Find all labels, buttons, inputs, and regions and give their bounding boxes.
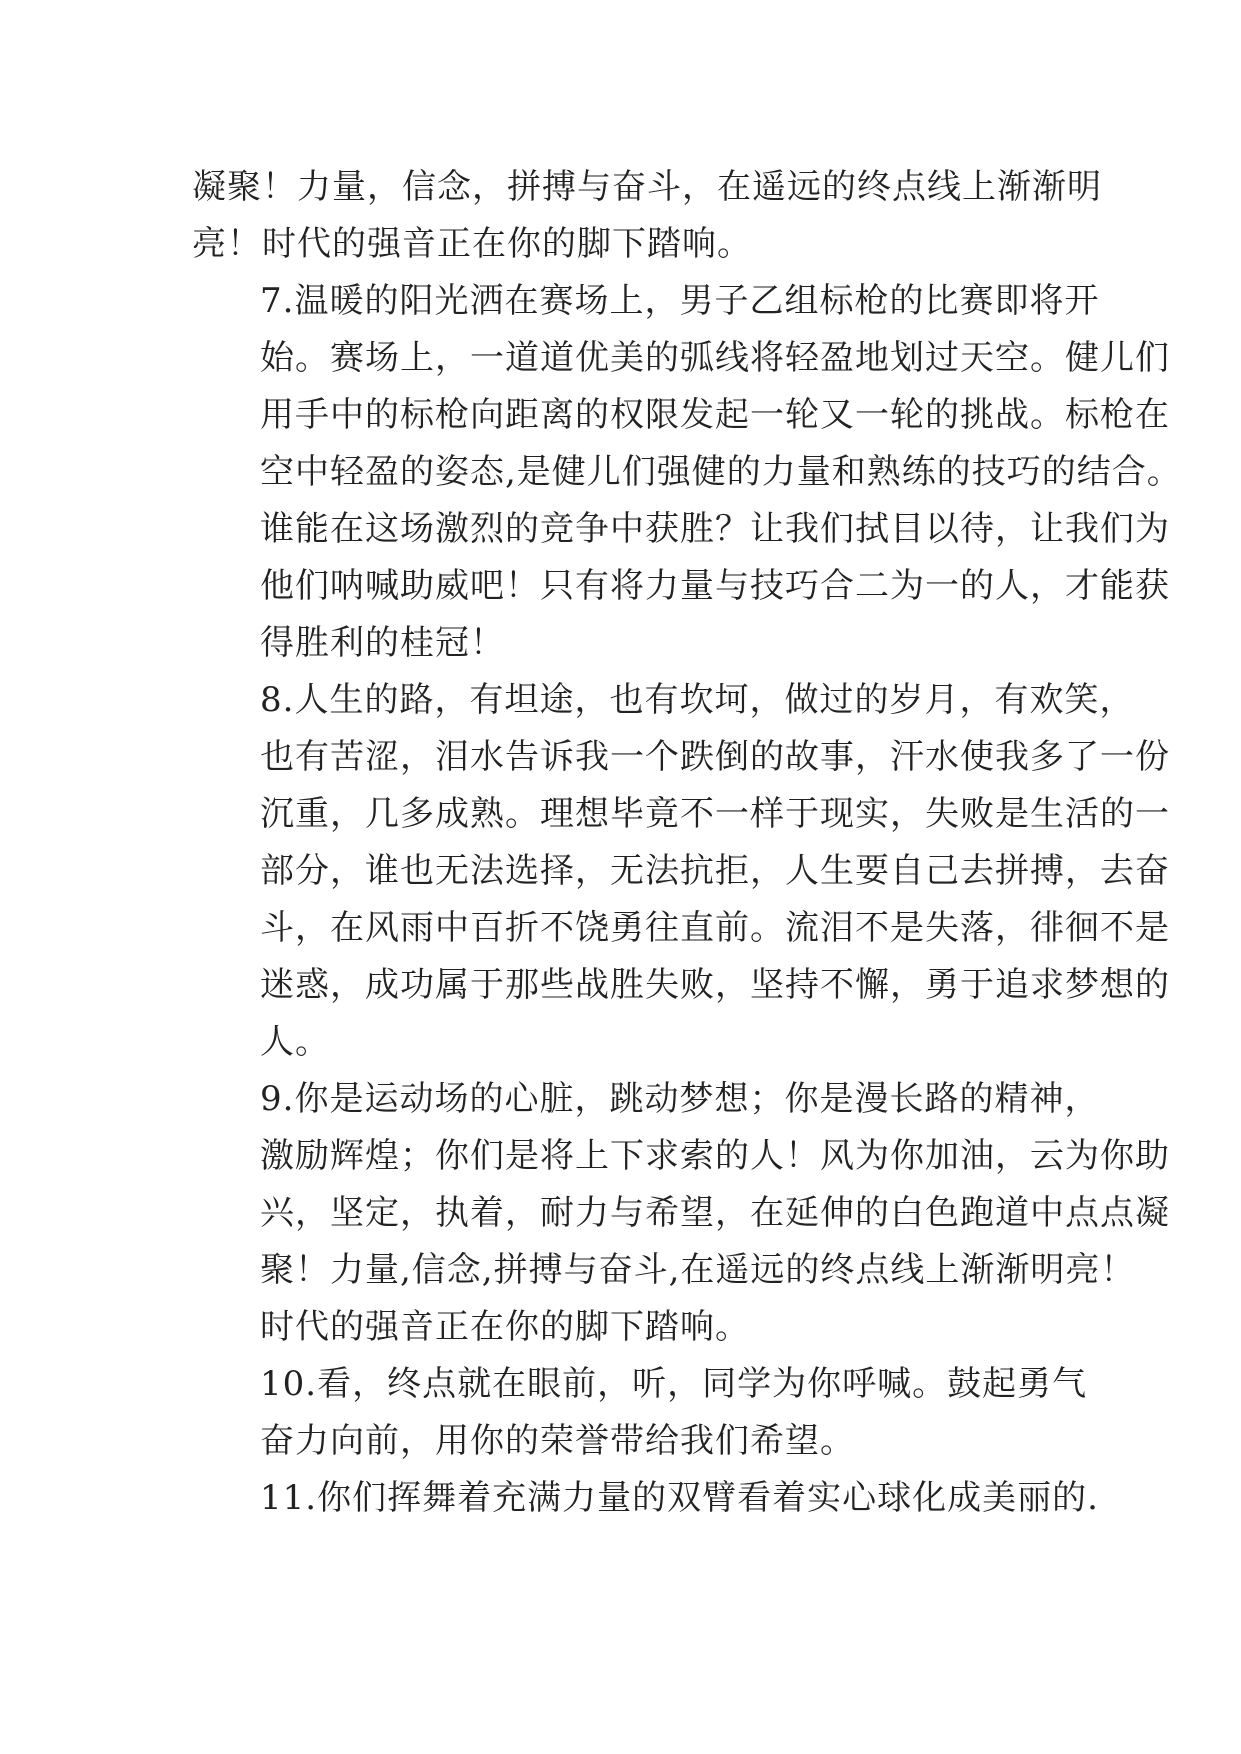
text-line: 也有苦涩，泪水告诉我一个跌倒的故事，汗水使我多了一份 <box>260 737 1170 777</box>
text-line: 10.看，终点就在眼前，听，同学为你呼喊。鼓起勇气 <box>260 1364 1088 1404</box>
text-line: 聚！力量,信念,拼搏与奋斗,在遥远的终点线上渐渐明亮！ <box>260 1250 1136 1290</box>
paragraph-item-8 <box>192 672 1170 1071</box>
text-line: 凝聚！力量，信念，拼搏与奋斗，在遥远的终点线上渐渐明 <box>192 167 1102 207</box>
text-line: 9.你是运动场的心脏，跳动梦想；你是漫长路的精神， <box>260 1079 1100 1119</box>
text-line: 空中轻盈的姿态,是健儿们强健的力量和熟练的技巧的结合。 <box>260 452 1182 492</box>
paragraph-item-10 <box>192 1356 1088 1470</box>
paragraph-item-9 <box>192 1071 1170 1356</box>
paragraph-item-7 <box>192 273 1182 672</box>
text-line: 他们呐喊助威吧！只有将力量与技巧合二为一的人，才能获 <box>260 566 1170 606</box>
text-line: 斗，在风雨中百折不饶勇往直前。流泪不是失落，徘徊不是 <box>260 908 1170 948</box>
text-line: 奋力向前，用你的荣誉带给我们希望。 <box>260 1421 855 1461</box>
document-body <box>192 159 1182 1527</box>
text-line: 始。赛场上，一道道优美的弧线将轻盈地划过天空。健儿们 <box>260 338 1170 378</box>
text-line: 沉重，几多成熟。理想毕竟不一样于现实，失败是生活的一 <box>260 794 1170 834</box>
text-line: 11.你们挥舞着充满力量的双臂看着实心球化成美丽的. <box>260 1478 1099 1518</box>
text-line: 8.人生的路，有坦途，也有坎坷，做过的岁月，有欢笑， <box>260 680 1135 720</box>
text-line: 得胜利的桂冠！ <box>260 623 505 663</box>
text-line: 部分，谁也无法选择，无法抗拒，人生要自己去拼搏，去奋 <box>260 851 1170 891</box>
text-line: 谁能在这场激烈的竞争中获胜？让我们拭目以待，让我们为 <box>260 509 1170 549</box>
text-line: 激励辉煌；你们是将上下求索的人！风为你加油，云为你助 <box>260 1136 1170 1176</box>
text-line: 亮！时代的强音正在你的脚下踏响。 <box>192 224 752 264</box>
text-line: 7.温暖的阳光洒在赛场上，男子乙组标枪的比赛即将开 <box>260 281 1100 321</box>
text-line: 时代的强音正在你的脚下踏响。 <box>260 1307 750 1347</box>
text-line: 兴，坚定，执着，耐力与希望，在延伸的白色跑道中点点凝 <box>260 1193 1170 1233</box>
text-line: 迷惑，成功属于那些战胜失败，坚持不懈，勇于追求梦想的 <box>260 965 1170 1005</box>
paragraph-item-11 <box>192 1470 1099 1527</box>
text-line: 人。 <box>260 1022 330 1062</box>
paragraph-continuation <box>192 159 1102 273</box>
text-line: 用手中的标枪向距离的权限发起一轮又一轮的挑战。标枪在 <box>260 395 1170 435</box>
